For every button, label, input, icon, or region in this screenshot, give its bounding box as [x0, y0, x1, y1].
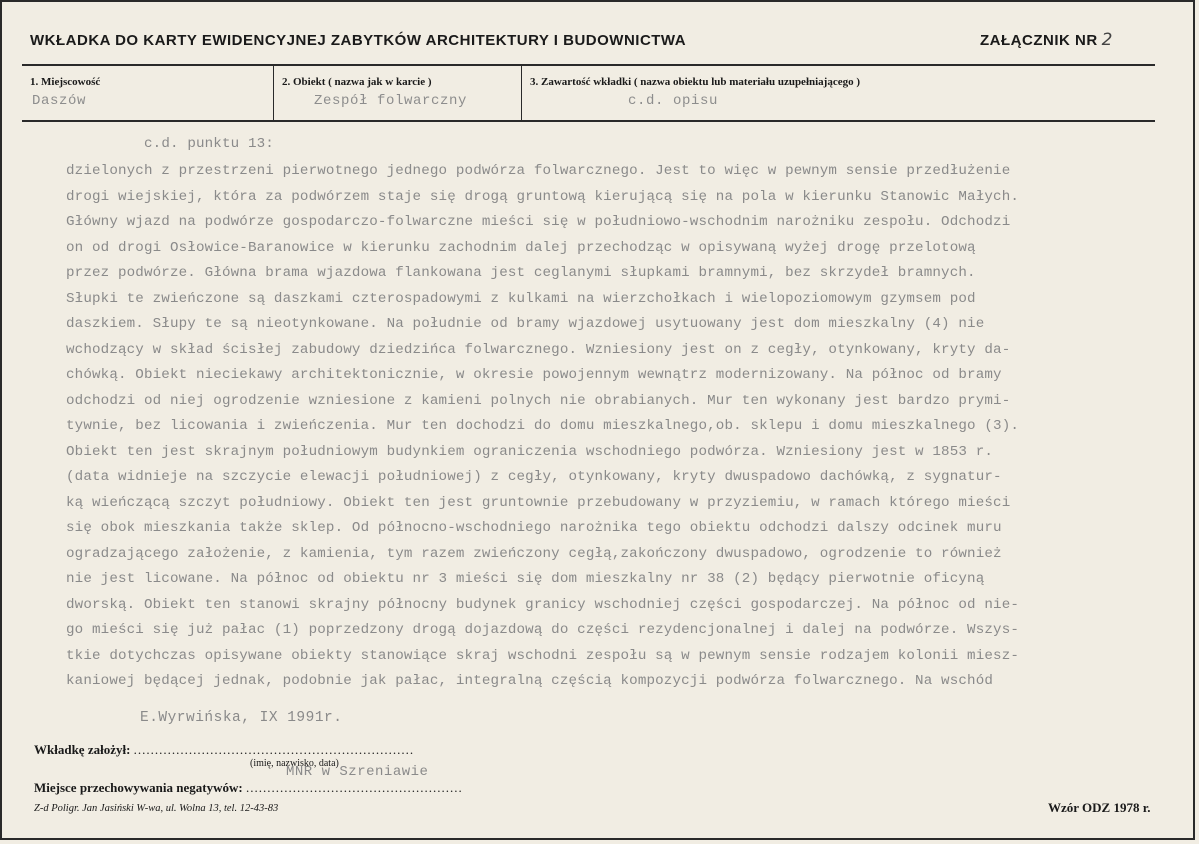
printer-imprint: Z-d Poligr. Jan Jasiński W-wa, ul. Wolna 13, tel. 12-43-83 — [34, 803, 279, 814]
description-line: dworską. Obiekt ten stanowi skrajny północny budynek granicy wschodniej części gospodarczej. Na północ od nie- — [66, 596, 1020, 613]
field-contents — [521, 66, 1155, 120]
field-object-value: Zespół folwarczny — [314, 93, 468, 109]
made-by-dots: .................................................................. — [133, 742, 415, 757]
field-locality-label: 1. Miejscowość — [30, 76, 101, 88]
made-by-row — [34, 742, 414, 758]
field-object — [273, 66, 521, 120]
description-line: daszkiem. Słupy te są nieotynkowane. Na południe od bramy wjazdowej usytuowany jest dom mieszkalny (4) nie — [66, 316, 985, 332]
description-line: tywnie, bez licowania i zwieńczenia. Mur ten dochodzi do domu mieszkalnego,ob. sklepu i domu mieszkalnego (3). — [66, 418, 1020, 434]
description-line: się obok mieszkania także sklep. Od północno-wschodniego narożnika tego obiektu odchodzi dalszy odcinek muru — [66, 520, 1002, 536]
negatives-dots: ................................................... — [245, 780, 463, 795]
field-contents-label: 3. Zawartość wkładki ( nazwa obiektu lub materiału uzupełniającego ) — [530, 76, 861, 88]
description-line: kaniowej będącej jednak, podobnie jak pałac, integralną częścią kompozycji podwórza folwarcznego. Na wschód — [66, 673, 994, 689]
description-line: chówką. Obiekt nieciekawy architektonicznie, w okresie powojennym wewnątrz modernizowany. Na północ od bramy — [66, 367, 1002, 383]
description-line: dzielonych z przestrzeni pierwotnego jednego podwórza folwarcznego. Jest to więc w pewnym sensie przedłużenie — [66, 163, 1011, 179]
negatives-row — [34, 780, 463, 796]
typed-description — [66, 133, 1176, 695]
description-line: tkie dotychczas opisywane obiekty stanowiące skraj wschodni zespołu są w pewnym sensie rodzajem kolonii miesz- — [66, 647, 1020, 664]
negatives-location: MNR w Szreniawie — [286, 764, 429, 780]
made-by-hint: (imię, nazwisko, data) — [250, 758, 339, 769]
annex-label-text: ZAŁĄCZNIK NR — [980, 32, 1098, 49]
annex-label — [980, 30, 1113, 50]
description-line: wchodzący w skład ścisłej zabudowy dziedzińca folwarcznego. Wzniesiony jest on z cegły, otynkowany, kryty da- — [66, 341, 1011, 358]
description-line: ką wieńczącą szczyt południowy. Obiekt ten jest gruntownie przebudowany w przyziemiu, w ramach którego mieści — [66, 494, 1011, 511]
description-line: Główny wjazd na podwórze gospodarczo-folwarczne mieści się w południowo-wschodnim narożniku zespołu. Odchodzi — [66, 214, 1011, 230]
description-line: on od drogi Osłowice-Baranowice w kierunku zachodnim dalej przechodząc w opisywaną wyżej drogę przelotową — [66, 239, 976, 256]
header-fields — [22, 64, 1155, 122]
description-intro: c.d. punktu 13: — [144, 136, 274, 152]
negatives-label: Miejsce przechowywania negatywów: — [34, 780, 243, 795]
description-line: (data widnieje na szczycie elewacji południowej) z cegły, otynkowany, kryty dwuspadowo dachówką, z sygnatur- — [66, 469, 1002, 485]
description-line: nie jest licowane. Na północ od obiektu nr 3 mieści się dom mieszkalny nr 38 (2) będący pierwotnie oficyną — [66, 571, 985, 587]
field-object-label: 2. Obiekt ( nazwa jak w karcie ) — [282, 76, 432, 88]
description-line: go mieści się już pałac (1) poprzedzony drogą dojazdową do części rezydencjonalnej i dalej na podwórze. Wszys- — [66, 622, 1020, 638]
field-locality — [22, 66, 273, 120]
field-contents-value: c.d. opisu — [628, 93, 719, 109]
annex-number: 2 — [1101, 30, 1113, 50]
description-line: ogradzającego założenie, z kamienia, tym razem zwieńczony cegłą,zakończony dwuspadowo, ogrodzenie to również — [66, 545, 1002, 562]
card-title: WKŁADKA DO KARTY EWIDENCYJNEJ ZABYTKÓW ARCHITEKTURY I BUDOWNICTWA — [30, 32, 687, 49]
description-line: przez podwórze. Główna brama wjazdowa flankowana jest ceglanymi słupkami bramnymi, bez skrzydeł bramnych. — [66, 265, 976, 281]
form-model: Wzór ODZ 1978 r. — [1048, 800, 1151, 815]
field-locality-value: Daszów — [32, 93, 87, 109]
author-signature: E.Wyrwińska, IX 1991r. — [140, 710, 343, 726]
made-by-label: Wkładkę założył: — [34, 742, 131, 757]
description-line: Słupki te zwieńczone są daszkami czterospadowymi z kulkami na wierzchołkach i wielopoziomowym gzymsem pod — [66, 290, 976, 307]
description-line: drogi wiejskiej, która za podwórzem staje się drogą gruntową kierującą się na pola w kierunku Stanowic Małych. — [66, 188, 1020, 205]
description-line: odchodzi od niej ogrodzenie wzniesione z kamieni polnych nie obrabianych. Mur ten wykonany jest bardzo prymi- — [66, 392, 1011, 409]
description-line: Obiekt ten jest skrajnym południowym budynkiem ograniczenia wschodniego podwórza. Wzniesiony jest w 1853 r. — [66, 443, 994, 460]
